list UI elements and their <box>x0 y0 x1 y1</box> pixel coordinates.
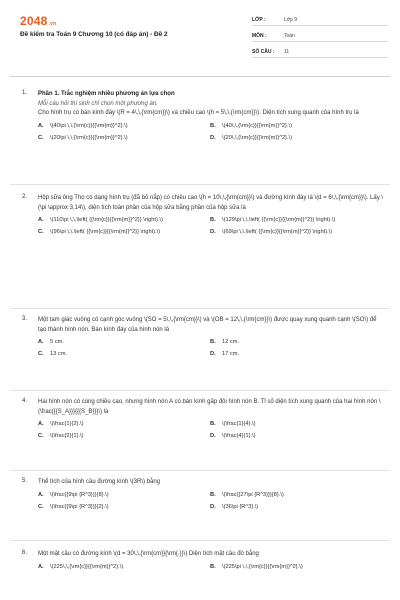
question-body <box>38 478 386 488</box>
option-b[interactable] <box>210 563 382 572</box>
option-letter: B. <box>210 217 216 223</box>
option-b[interactable] <box>210 420 382 429</box>
question-text: Hai hình nón có cùng chiều cao, nhưng hình nón A có bán kính gấp đôi hình nón B. Tỉ số diện tích xung quanh của hai hình nón \(\frac{{{S_A}}}{{{S_B}}}\) là <box>38 399 381 415</box>
question-text: Cho hình trụ có bán kính đáy \(R = 4\,\,{\rm{cm}}\) và chiều cao \(h = 5\,\,{\rm{cm}}\). Diện tích xung quanh của hình trụ là <box>38 110 359 116</box>
answer-options <box>38 420 386 441</box>
question-number: 6. <box>22 550 28 556</box>
question-text: Một tam giác vuông có cạnh góc vuông \(SO = 5\,\,{\rm{cm}}\) và \(OB = 12\,\,{\rm{cm}}\) được quay xung quanh cạnh \(SO\) để tạo thành hình nón. Bán kính đáy của hình nón là <box>38 317 377 333</box>
question-number: 2. <box>22 194 28 200</box>
meta-label: MÔN : <box>252 32 267 39</box>
option-text: \(\frac{{9\pi {R^3}}}{8}.\) <box>50 491 109 498</box>
meta-value: Lớp 9 <box>284 16 298 23</box>
option-a[interactable] <box>38 491 210 500</box>
question-item <box>22 316 386 359</box>
option-text: \(110\pi \,\,\left( {{\rm{c}}{{\rm{m}}^2}} \right).\) <box>50 217 163 223</box>
option-text: \(96\pi \,\,\left( {{\rm{c}}{{\rm{m}}^2}} \right).\) <box>50 229 161 235</box>
option-letter: D. <box>210 229 216 235</box>
document-meta <box>252 14 388 58</box>
question-body <box>38 316 386 335</box>
question-number: 1. <box>22 90 28 96</box>
question-number: 5. <box>22 478 28 484</box>
option-letter: B. <box>210 563 216 570</box>
option-a[interactable] <box>38 563 210 572</box>
option-text: \(\frac{1}{2}.\) <box>50 421 84 427</box>
option-letter: A. <box>38 421 44 427</box>
part-title: Phần 1. Trắc nghiệm nhiều phương án lựa chọn <box>38 91 175 97</box>
option-letter: C. <box>38 134 44 141</box>
meta-value: 11 <box>284 48 290 55</box>
option-letter: B. <box>210 339 216 345</box>
question-text: Hộp sữa ông Thọ có dạng hình trụ (đã bỏ nắp) có chiều cao \(h = 10\,\,{\rm{cm}}\) và đường kính đáy là \(d = 6\,\,{\rm{cm}}\). Lấy \(\pi \approx 3,14\), diện tích toàn phần của hộp sữa bằng phần của hộp sữa là <box>38 195 384 211</box>
option-d[interactable] <box>210 432 382 441</box>
option-letter: D. <box>210 503 216 510</box>
option-a[interactable] <box>38 122 210 131</box>
option-letter: C. <box>38 433 44 439</box>
option-c[interactable] <box>38 228 210 237</box>
question-body <box>38 550 386 560</box>
option-c[interactable] <box>38 432 210 441</box>
option-letter: D. <box>210 134 216 141</box>
option-text: \(20\,\,{\rm{c}}{{\rm{m}}^2}.\) <box>222 134 293 141</box>
option-letter: A. <box>38 217 44 223</box>
option-d[interactable] <box>210 350 382 359</box>
option-letter: B. <box>210 122 216 129</box>
option-text: \(\frac{1}{4}.\) <box>222 421 256 427</box>
option-d[interactable] <box>210 503 382 512</box>
option-text: \(36\pi {R^3}.\) <box>222 503 259 510</box>
option-d[interactable] <box>210 134 382 143</box>
option-d[interactable] <box>210 228 382 237</box>
question-text: Một mặt cầu có đường kính \(d = 30\,\,{\rm{cm}}{\rm{.}}\) Diện tích mặt cầu đó bằng <box>38 551 259 557</box>
question-divider <box>10 184 390 185</box>
page-header <box>0 0 400 78</box>
option-b[interactable] <box>210 216 382 225</box>
question-number: 3. <box>22 316 28 322</box>
option-letter: A. <box>38 122 44 129</box>
option-a[interactable] <box>38 338 210 347</box>
meta-row-class <box>252 14 388 26</box>
option-text: \(225\pi \,\,{\rm{c}}{{\rm{m}}^2}.\) <box>222 563 303 570</box>
option-letter: C. <box>38 229 44 235</box>
answer-options <box>38 338 386 359</box>
option-b[interactable] <box>210 338 382 347</box>
option-text: \(\frac{{9\pi {R^3}}}{2}.\) <box>50 503 109 510</box>
option-text: 12 cm. <box>222 339 240 345</box>
option-letter: B. <box>210 491 216 498</box>
question-divider <box>10 390 390 391</box>
option-letter: D. <box>210 351 216 357</box>
option-letter: A. <box>38 339 44 345</box>
option-letter: B. <box>210 421 216 427</box>
option-letter: A. <box>38 491 44 498</box>
option-c[interactable] <box>38 350 210 359</box>
logo-suffix: .vn <box>48 21 57 27</box>
question-divider <box>10 540 390 541</box>
option-text: \(129\pi \,\,\left( {{\rm{c}}{{\rm{m}}^2}} \right).\) <box>222 217 336 223</box>
option-text: 17 cm. <box>222 351 240 357</box>
question-body <box>38 194 386 213</box>
meta-label: SỐ CÂU : <box>252 48 275 55</box>
option-text: \(40\pi \,\,{\rm{c}}{{\rm{m}}^2}.\) <box>50 122 128 129</box>
option-letter: A. <box>38 563 44 570</box>
question-body <box>38 90 386 119</box>
option-text: \(69\pi \,\,\left( {{\rm{c}}{{\rm{m}}^2}} \right).\) <box>222 229 333 235</box>
meta-row-count <box>252 46 388 58</box>
option-c[interactable] <box>38 503 210 512</box>
option-text: \(225\,\,{\rm{c}}{{\rm{m}}^2}.\) <box>50 563 124 570</box>
option-a[interactable] <box>38 420 210 429</box>
question-item <box>22 90 386 143</box>
header-divider <box>10 76 390 77</box>
answer-options <box>38 491 386 512</box>
question-item <box>22 194 386 237</box>
question-item <box>22 398 386 441</box>
question-body <box>38 398 386 417</box>
option-a[interactable] <box>38 216 210 225</box>
question-divider <box>10 308 390 309</box>
logo-main: 2048 <box>20 14 48 28</box>
option-letter: C. <box>38 351 44 357</box>
option-b[interactable] <box>210 122 382 131</box>
part-subtitle: Mỗi câu hỏi thí sinh chỉ chọn một phương án. <box>38 100 158 107</box>
option-text: \(\frac{2}{1}.\) <box>50 433 84 439</box>
question-item <box>22 550 386 572</box>
option-text: 5 cm. <box>50 339 64 345</box>
meta-value: Toán <box>284 32 295 39</box>
option-text: \(20\pi \,\,{\rm{c}}{{\rm{m}}^2}.\) <box>50 134 128 141</box>
option-letter: C. <box>38 503 44 510</box>
answer-options <box>38 122 386 143</box>
answer-options <box>38 563 386 572</box>
answer-options <box>38 216 386 237</box>
option-text: \(\frac{4}{1}.\) <box>222 433 256 439</box>
option-b[interactable] <box>210 491 382 500</box>
question-text: Thể tích của hình cầu đường kính \(3R\) bằng <box>38 479 161 485</box>
option-c[interactable] <box>38 134 210 143</box>
option-text: \(40\,\,{\rm{c}}{{\rm{m}}^2}.\) <box>222 122 293 129</box>
option-text: 13 cm. <box>50 351 68 357</box>
question-number: 4. <box>22 398 28 404</box>
question-divider <box>10 470 390 471</box>
option-letter: D. <box>210 433 216 439</box>
option-text: \(\frac{{27\pi {R^3}}}{8}.\) <box>222 491 284 498</box>
document-title: Đề kiểm tra Toán 9 Chương 10 (có đáp án) - Đề 2 <box>20 31 168 38</box>
question-item <box>22 478 386 512</box>
meta-row-subject <box>252 30 388 42</box>
site-logo[interactable] <box>20 14 56 28</box>
meta-label: LỚP : <box>252 16 266 23</box>
